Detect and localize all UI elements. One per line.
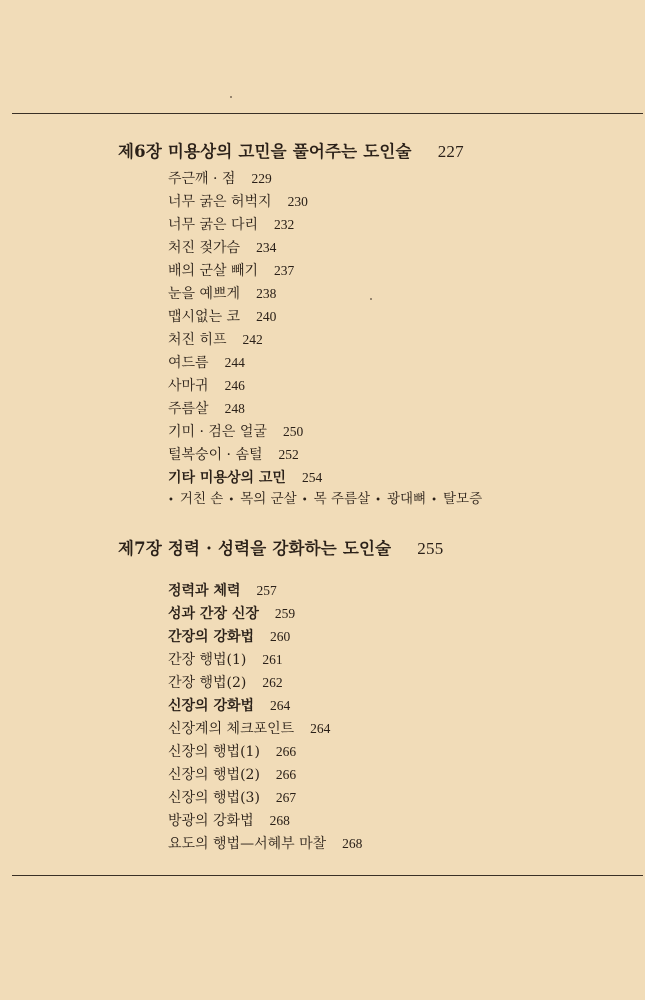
toc-entry [168,282,322,305]
chapter-7-title: 제7장 정력 · 성력을 강화하는 도인술 [118,539,392,558]
toc-entry-page: 267 [275,790,297,805]
subitem: 목 주름살 [313,491,371,507]
toc-entry-page: 254 [301,470,323,485]
toc-entry-title: 눈을 예쁘게 [168,286,241,302]
bullet-icon: • [431,495,438,506]
toc-entry-title: 신장의 강화법 [168,698,255,714]
toc-entry-page: 248 [224,401,245,416]
toc-entry-page: 268 [269,813,290,828]
toc-entry [168,259,322,282]
paper-speck [370,298,372,300]
toc-entry-title: 주근깨 · 점 [168,171,236,187]
toc-entry [168,832,362,855]
toc-entry [168,443,322,466]
toc-entry-title: 신장계의 체크포인트 [168,721,295,737]
toc-entry-page: 238 [256,286,277,301]
toc-entry [168,466,322,489]
toc-entry-page: 250 [282,424,304,439]
toc-entry-page: 259 [274,606,296,621]
toc-entry-title: 신장의 행법(1) [168,744,260,760]
toc-entry [168,397,322,420]
toc-entry [168,648,362,671]
toc-entry-title: 너무 굵은 허벅지 [168,194,272,210]
toc-entry-page: 257 [256,583,277,598]
toc-entry-title: 방광의 강화법 [168,813,254,829]
toc-entry [168,351,322,374]
subitem: 탈모증 [443,491,483,507]
toc-entry [168,167,322,190]
top-rule [12,113,643,114]
toc-entry-title: 배의 군살 빼기 [168,263,259,279]
toc-entry [168,809,362,832]
subitem: 광대뼈 [386,491,427,507]
toc-entry-page: 268 [342,836,363,851]
toc-entry-page: 244 [224,355,245,370]
toc-entry-page: 266 [275,744,297,759]
toc-entry-page: 262 [262,675,283,690]
subitem: 거친 손 [179,491,224,507]
toc-entry-page: 230 [287,194,308,209]
toc-entry [168,328,322,351]
toc-entry-page: 264 [310,721,331,736]
toc-entry-title: 성과 간장 신장 [168,606,259,622]
toc-entry-title: 사마귀 [168,378,209,394]
bullet-icon: • [301,495,308,506]
toc-entry-title: 간장 행법(2) [168,675,247,691]
toc-entry-page: 232 [274,217,295,232]
toc-entry-title: 맵시없는 코 [168,309,241,325]
chapter-7-page: 255 [417,539,444,558]
bottom-rule [12,875,643,876]
toc-entry [168,717,362,740]
toc-entry-title: 신장의 행법(3) [168,790,260,806]
toc-entry-page: 242 [242,332,263,347]
toc-entry [168,602,362,625]
toc-entry-page: 246 [224,378,245,393]
toc-entry [168,786,362,809]
paper-speck [230,96,232,98]
toc-entry-page: 240 [256,309,277,324]
toc-entry-page: 252 [278,447,299,462]
toc-entry [168,694,362,717]
toc-entry [168,763,362,786]
toc-entry [168,213,322,236]
toc-entry-title: 요도의 행법—서혜부 마찰 [168,836,327,852]
chapter-6-entries [168,167,322,489]
toc-entry-page: 260 [270,629,291,644]
toc-entry [168,236,322,259]
toc-entry-page: 261 [262,652,283,667]
toc-entry [168,305,322,328]
toc-entry-title: 너무 굵은 다리 [168,217,259,233]
chapter-6-subitems [168,487,487,507]
bullet-icon: • [168,495,174,506]
chapter-7-heading [118,535,443,559]
toc-entry-page: 264 [270,698,291,713]
toc-entry-title: 기미 · 검은 얼굴 [168,424,267,440]
toc-entry [168,740,362,763]
toc-entry [168,579,362,602]
toc-entry-title: 주름살 [168,401,209,417]
toc-entry-title: 기타 미용상의 고민 [168,470,286,486]
toc-entry-title: 간장의 강화법 [168,629,255,645]
toc-entry-title: 신장의 행법(2) [168,767,260,783]
toc-entry [168,190,322,213]
toc-entry-title: 여드름 [168,355,209,371]
chapter-6-page: 227 [437,142,464,161]
toc-entry [168,625,362,648]
toc-entry-title: 간장 행법(1) [168,652,247,668]
bullet-icon: • [228,495,235,506]
toc-entry-page: 237 [274,263,295,278]
chapter-6-title: 제6장 미용상의 고민을 풀어주는 도인술 [118,142,412,161]
toc-entry-title: 처진 히프 [168,332,227,348]
toc-entry-title: 처진 젖가슴 [168,240,241,256]
toc-entry-page: 234 [256,240,277,255]
toc-entry-page: 229 [251,171,272,186]
toc-entry-title: 털복숭이 · 솜털 [168,447,263,463]
chapter-7-entries [168,579,362,855]
toc-entry [168,671,362,694]
subitem: 목의 군살 [240,491,297,507]
toc-entry [168,420,322,443]
chapter-6-heading [118,138,464,162]
toc-entry [168,374,322,397]
toc-entry-page: 266 [275,767,297,782]
toc-entry-title: 정력과 체력 [168,583,241,599]
bullet-icon: • [375,495,381,506]
